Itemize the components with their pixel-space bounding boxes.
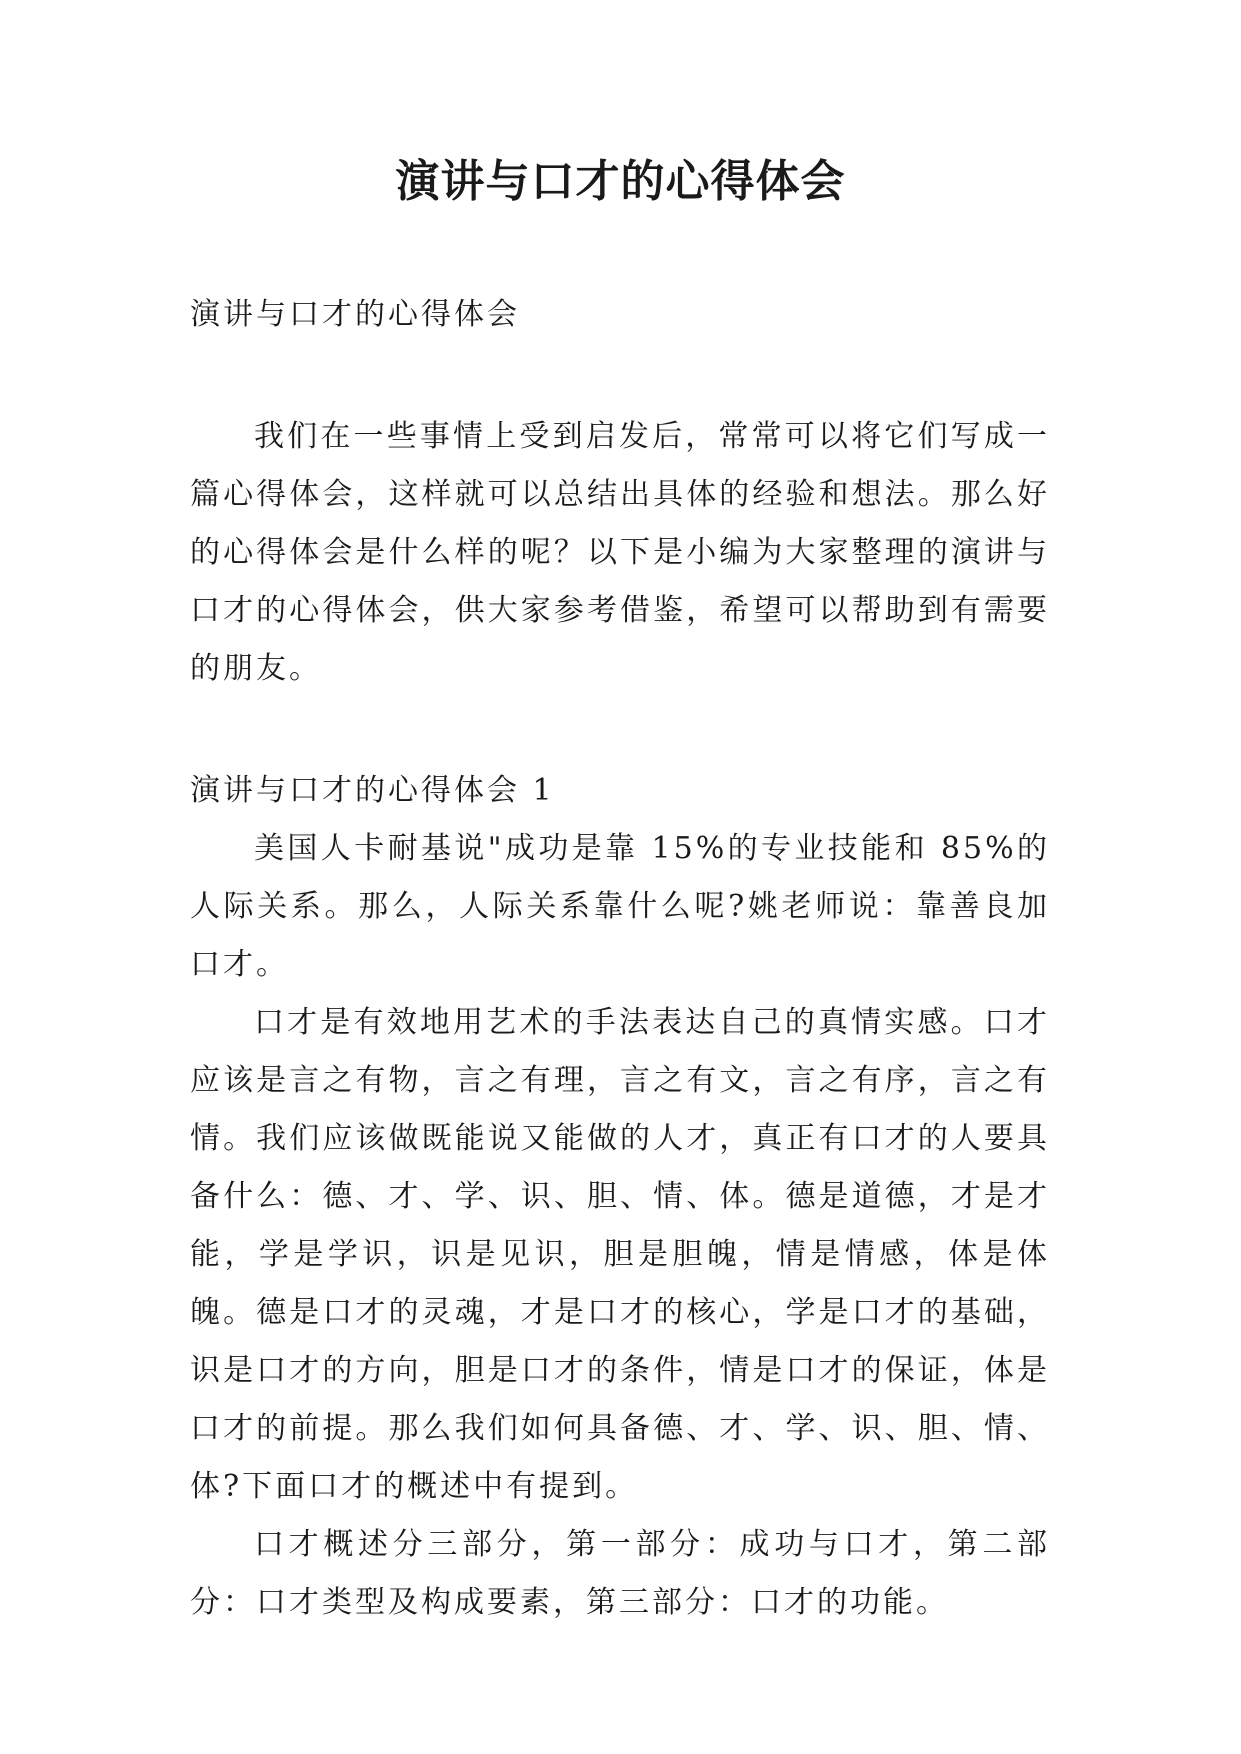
body-paragraph-1: 美国人卡耐基说"成功是靠 15%的专业技能和 85%的人际关系。那么，人际关系靠什么呢?姚老师说：靠善良加口才。 <box>190 831 1050 982</box>
section-heading: 演讲与口才的心得体会 1 <box>190 773 555 808</box>
document-title: 演讲与口才的心得体会 <box>395 156 846 207</box>
spacer <box>190 344 1050 408</box>
spacer <box>190 698 1050 762</box>
intro-paragraph: 我们在一些事情上受到启发后，常常可以将它们写成一篇心得体会，这样就可以总结出具体的经验和想法。那么好的心得体会是什么样的呢？以下是小编为大家整理的演讲与口才的心得体会，供大家参考借鉴，希望可以帮助到有需要的朋友。 <box>190 419 1050 686</box>
body-paragraph-3: 口才概述分三部分，第一部分：成功与口才，第二部分：口才类型及构成要素，第三部分：口才的功能。 <box>190 1527 1050 1620</box>
document-body <box>190 286 1050 1632</box>
document-subtitle: 演讲与口才的心得体会 <box>190 297 520 332</box>
body-paragraph-2: 口才是有效地用艺术的手法表达自己的真情实感。口才应该是言之有物，言之有理，言之有文，言之有序，言之有情。我们应该做既能说又能做的人才，真正有口才的人要具备什么：德、才、学、识、胆、情、体。德是道德，才是才能，学是学识，识是见识，胆是胆魄，情是情感，体是体魄。德是口才的灵魂，才是口才的核心，学是口才的基础，识是口才的方向，胆是口才的条件，情是口才的保证，体是口才的前提。那么我们如何具备德、才、学、识、胆、情、体?下面口才的概述中有提到。 <box>190 1005 1050 1504</box>
